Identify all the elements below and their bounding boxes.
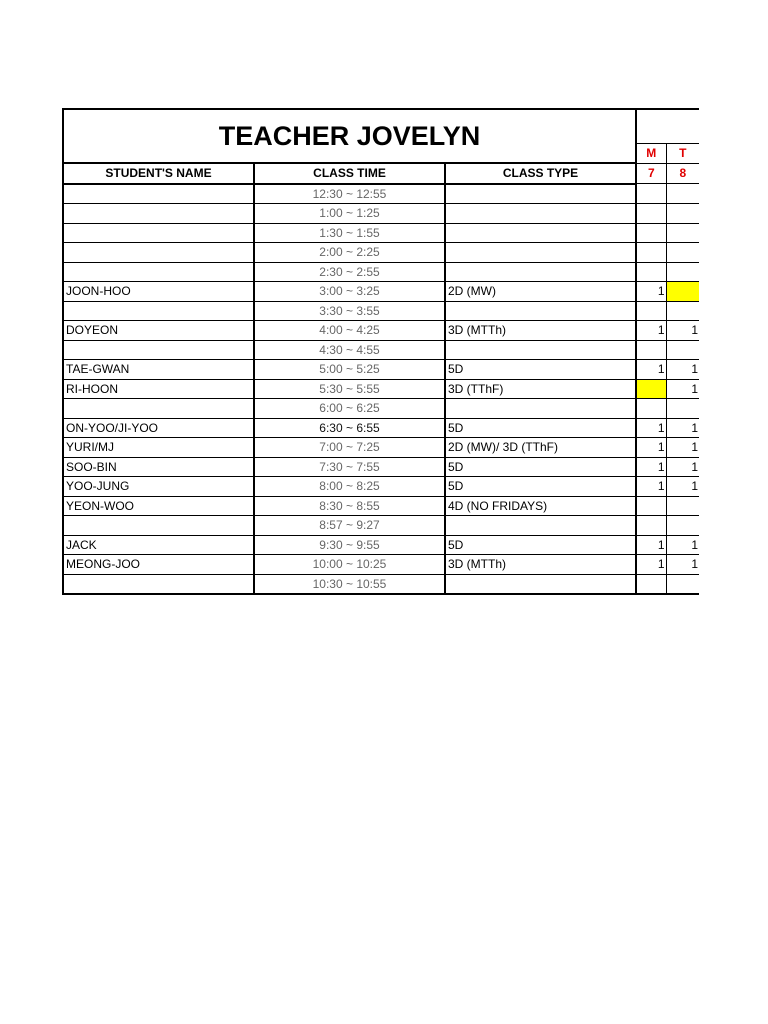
table-row [63,477,699,497]
monday-count-cell[interactable]: 1 [636,418,666,438]
title-row [63,109,699,144]
monday-count-cell[interactable]: 1 [636,282,666,302]
monday-count-cell[interactable] [636,574,666,594]
student-name-cell[interactable]: JACK [63,535,254,555]
class-type-cell[interactable] [445,204,636,224]
table-row [63,184,699,204]
tuesday-count-cell[interactable] [666,204,699,224]
table-row [63,418,699,438]
class-type-cell[interactable]: 5D [445,535,636,555]
table-row [63,438,699,458]
class-time-cell[interactable]: 7:00 ~ 7:25 [254,438,445,458]
class-time-cell[interactable]: 3:00 ~ 3:25 [254,282,445,302]
monday-count-cell[interactable]: 1 [636,360,666,380]
student-name-cell[interactable] [63,204,254,224]
class-type-cell[interactable]: 3D (MTTh) [445,321,636,341]
class-type-cell[interactable]: 2D (MW) [445,282,636,302]
monday-count-cell[interactable] [636,223,666,243]
table-row [63,496,699,516]
class-type-cell[interactable] [445,184,636,204]
class-time-cell[interactable]: 6:00 ~ 6:25 [254,399,445,419]
table-row [63,516,699,536]
class-type-cell[interactable]: 5D [445,360,636,380]
class-type-cell[interactable]: 3D (MTTh) [445,555,636,575]
class-time-cell[interactable]: 8:00 ~ 8:25 [254,477,445,497]
student-name-cell[interactable]: SOO-BIN [63,457,254,477]
day-letter-t[interactable]: T [666,144,699,164]
header-student-name[interactable]: STUDENT'S NAME [63,163,254,184]
table-row [63,301,699,321]
class-time-cell[interactable]: 2:30 ~ 2:55 [254,262,445,282]
class-type-cell[interactable]: 5D [445,457,636,477]
class-type-cell[interactable]: 3D (TThF) [445,379,636,399]
tuesday-count-cell[interactable] [666,262,699,282]
class-type-cell[interactable] [445,301,636,321]
schedule-sheet [62,108,699,595]
monday-count-cell[interactable] [636,184,666,204]
table-row [63,340,699,360]
day-date-m[interactable]: 7 [636,163,666,184]
student-name-cell[interactable]: RI-HOON [63,379,254,399]
student-name-cell[interactable] [63,399,254,419]
monday-count-cell[interactable] [636,243,666,263]
table-row [63,574,699,594]
class-time-cell[interactable]: 5:00 ~ 5:25 [254,360,445,380]
monday-count-cell[interactable] [636,204,666,224]
schedule-rows [63,184,699,595]
student-name-cell[interactable]: YURI/MJ [63,438,254,458]
class-time-cell[interactable]: 8:57 ~ 9:27 [254,516,445,536]
monday-count-cell[interactable] [636,516,666,536]
student-name-cell[interactable] [63,340,254,360]
table-row [63,535,699,555]
student-name-cell[interactable]: JOON-HOO [63,282,254,302]
header-class-type[interactable]: CLASS TYPE [445,163,636,184]
monday-count-cell[interactable]: 1 [636,477,666,497]
student-name-cell[interactable] [63,301,254,321]
monday-count-cell[interactable] [636,399,666,419]
class-time-cell[interactable]: 10:00 ~ 10:25 [254,555,445,575]
table-row [63,399,699,419]
class-time-cell[interactable]: 10:30 ~ 10:55 [254,574,445,594]
tuesday-count-cell[interactable]: 1 [666,379,699,399]
table-row [63,262,699,282]
tuesday-count-cell[interactable] [666,282,699,302]
table-row [63,379,699,399]
student-name-cell[interactable]: ON-YOO/JI-YOO [63,418,254,438]
monday-count-cell[interactable] [636,379,666,399]
table-row [63,204,699,224]
class-time-cell[interactable]: 8:30 ~ 8:55 [254,496,445,516]
class-type-cell[interactable] [445,574,636,594]
tuesday-count-cell[interactable] [666,574,699,594]
table-row [63,321,699,341]
class-time-cell[interactable]: 9:30 ~ 9:55 [254,535,445,555]
class-time-cell[interactable]: 1:00 ~ 1:25 [254,204,445,224]
class-time-cell[interactable]: 6:30 ~ 6:55 [254,418,445,438]
student-name-cell[interactable]: TAE-GWAN [63,360,254,380]
class-type-cell[interactable] [445,262,636,282]
class-type-cell[interactable] [445,340,636,360]
tuesday-count-cell[interactable]: 1 [666,418,699,438]
student-name-cell[interactable] [63,262,254,282]
monday-count-cell[interactable] [636,301,666,321]
monday-count-cell[interactable] [636,262,666,282]
student-name-cell[interactable] [63,574,254,594]
tuesday-count-cell[interactable]: 1 [666,477,699,497]
table-row [63,243,699,263]
tuesday-count-cell[interactable]: 1 [666,535,699,555]
class-type-cell[interactable] [445,516,636,536]
tuesday-count-cell[interactable]: 1 [666,321,699,341]
tuesday-count-cell[interactable]: 1 [666,360,699,380]
student-name-cell[interactable]: DOYEON [63,321,254,341]
class-time-cell[interactable]: 7:30 ~ 7:55 [254,457,445,477]
sheet-title[interactable]: TEACHER JOVELYN [63,109,636,163]
class-type-cell[interactable] [445,243,636,263]
table-row [63,555,699,575]
class-time-cell[interactable]: 12:30 ~ 12:55 [254,184,445,204]
tuesday-count-cell[interactable] [666,184,699,204]
monday-count-cell[interactable]: 1 [636,555,666,575]
header-class-time[interactable]: CLASS TIME [254,163,445,184]
monday-count-cell[interactable]: 1 [636,535,666,555]
student-name-cell[interactable] [63,516,254,536]
monday-count-cell[interactable] [636,340,666,360]
table-row [63,360,699,380]
class-time-cell[interactable]: 5:30 ~ 5:55 [254,379,445,399]
tuesday-count-cell[interactable]: 1 [666,438,699,458]
class-type-cell[interactable]: 2D (MW)/ 3D (TThF) [445,438,636,458]
tuesday-count-cell[interactable] [666,340,699,360]
tuesday-count-cell[interactable]: 1 [666,555,699,575]
table-row [63,457,699,477]
student-name-cell[interactable]: MEONG-JOO [63,555,254,575]
class-type-cell[interactable]: 4D (NO FRIDAYS) [445,496,636,516]
table-row [63,282,699,302]
student-name-cell[interactable] [63,184,254,204]
student-name-cell[interactable]: YEON-WOO [63,496,254,516]
class-time-cell[interactable]: 2:00 ~ 2:25 [254,243,445,263]
class-time-cell[interactable]: 4:30 ~ 4:55 [254,340,445,360]
monday-count-cell[interactable]: 1 [636,438,666,458]
tuesday-count-cell[interactable] [666,516,699,536]
tuesday-count-cell[interactable] [666,243,699,263]
tuesday-count-cell[interactable] [666,223,699,243]
header-row [63,163,699,184]
student-name-cell[interactable] [63,243,254,263]
tuesday-count-cell[interactable] [666,301,699,321]
tuesday-count-cell[interactable] [666,399,699,419]
class-type-cell[interactable] [445,399,636,419]
class-time-cell[interactable]: 4:00 ~ 4:25 [254,321,445,341]
class-time-cell[interactable]: 3:30 ~ 3:55 [254,301,445,321]
class-time-cell[interactable]: 1:30 ~ 1:55 [254,223,445,243]
class-type-cell[interactable] [445,223,636,243]
table-row [63,223,699,243]
student-name-cell[interactable]: YOO-JUNG [63,477,254,497]
day-letter-m[interactable]: M [636,144,666,164]
day-date-t[interactable]: 8 [666,163,699,184]
tuesday-count-cell[interactable] [666,496,699,516]
blank-header-cell[interactable] [636,109,699,144]
monday-count-cell[interactable] [636,496,666,516]
class-type-cell[interactable]: 5D [445,477,636,497]
student-name-cell[interactable] [63,223,254,243]
monday-count-cell[interactable]: 1 [636,457,666,477]
class-type-cell[interactable]: 5D [445,418,636,438]
monday-count-cell[interactable]: 1 [636,321,666,341]
tuesday-count-cell[interactable]: 1 [666,457,699,477]
